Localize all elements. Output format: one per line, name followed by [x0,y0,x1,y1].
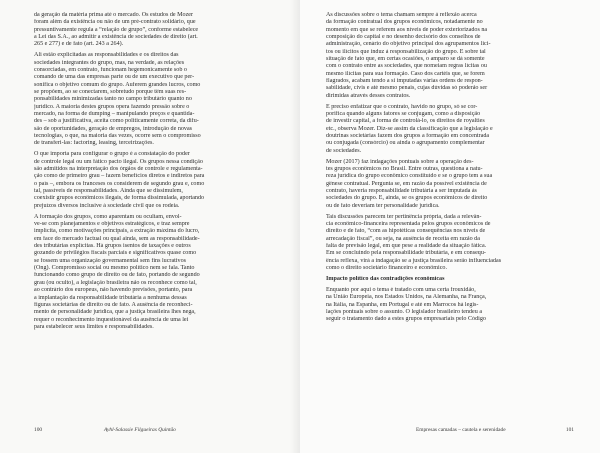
text-line: figuras societárias de direito ou de fato. A ausência de reconheci- [34,301,193,308]
text-line: É preciso enfatizar que o contrato, havido no grupo, só se cor- [326,103,478,110]
text-line: ao contrário dos europeus, não havendo previsões, portanto, para [34,287,193,294]
text-line: ência reflexa, virá a indagação se a justiça brasileira serão influenciadas [326,257,502,264]
text-line: O que importa para configurar o grupo é a constatação do poder [34,151,190,158]
text-line: sociedades do grupo. E, ainda, se os grupos econômicos de direito [326,195,488,202]
text-line: ve-se com planejamentos e objetivos estratégicos, e traz sempre [34,221,190,228]
text-line: dirimidas através desses contratos. [326,92,411,99]
text-line: lações pontuais sobre o assunto. O legislador brasileiro tendeu a [326,309,483,316]
text-line: doutrinas societárias fazem dos grupos a formação em concentrada [326,133,490,140]
text-line: requer o reconhecimento inquestionável da ausência de uma lei [34,316,189,323]
right-page-number: 101 [565,427,574,433]
text-line: implícita, como motivações principais, a extração máxima do lucro, [34,228,200,235]
text-line: como o direito societário financeiro e econômico. [326,265,447,272]
text-line: Mozer (2017) faz indagações pontuais sobre a operação des- [326,158,474,165]
text-line: se fossem uma organização governamental sem fins lucrativos [34,257,187,264]
text-line: consorciadas, em contrato, funcionam hegemonicamente sob o [34,67,187,73]
right-page-body-text [326,12,574,324]
text-line: prejuízos diversos inclusive à sociedade civil que os rodeia. [34,202,180,209]
text-line: comando de uma das empresas parte ou de um executivo que per- [34,74,195,81]
text-line: da geração da matéria prima até o mercado. Os estudos de Mozer [34,12,194,18]
text-line: (Ong). Compromisso social ou mesmo político nem se fala. Tanto [34,265,195,272]
section-heading: Impacto político das contradições econômicas [326,276,445,283]
text-line: são admitidos na interpretação dos órgãos de controle e regulamenta- [34,166,203,173]
text-line: ou de fato deveriam ter personalidade jurídica. [326,202,440,209]
text-line: reza jurídica do grupo econômico constituído e se o grupo tem a sua [326,173,493,180]
text-line: sabilidade, civis e até mesmo penais, cujas dúvidas só poderão ser [326,85,488,92]
text-line: flagrados, acabam tendo a si imputadas várias ordens de respon- [326,78,483,85]
text-line: de sociedades. [326,147,362,154]
text-line: 265 e 277) e de fato (art. 243 a 264). [34,41,124,48]
text-line: em face do mercado factual ou qual ainda, sem as responsabilidade- [34,235,200,242]
right-page [300,0,600,453]
text-line: momento em que se referem aos níveis de poder exteriorizados na [326,26,488,33]
text-line: Enquanto por aqui o tema é tratado com uma certa frouxidão, [326,287,476,293]
text-line: tos ou ilícitos que induz à responsabilização do grupo. É sobre tal [326,48,486,55]
text-line: com o contrato entre as sociedades, que nomeiam regras lícitas ou [326,63,487,70]
text-line: coexistir grupos econômicos ilegais, de forma dissimulada, aportando [34,195,205,202]
text-line: jurídico. A maioria destes grupos opera fazendo pressão sobre o [34,103,190,110]
text-line: se propõem, ao se conectarem, sobretudo porque têm suas res- [34,89,187,96]
text-line: tes grupos econômicos no Brasil. Entre outras, questiona a natu- [326,166,483,173]
text-line: Tais discussões parecem ter pertinência própria, dada a relevân- [326,213,482,220]
text-line: des – sob a justificativa, aceita como politicamente correta, da difu- [34,118,199,125]
text-line: direito e de fato, “com as hipotéticas consequências nos níveis de [326,228,486,235]
text-line: composição do capital e no desenho decisório dos conselhos de [326,34,481,41]
text-line: situação de fato que, em certas ocasiões, o amparo se dá somente [326,56,485,63]
text-line: cia econômico-financeira representada pelos grupos econômicos de [326,221,491,228]
text-line: ou conjugada (consórcio) ou ainda o agrupamento complementar [326,140,485,147]
text-line: As discussões sobre o tema chamam sempre à reflexão acerca [326,12,477,18]
text-line: na União Europeia, nos Estados Unidos, na Alemanha, na França, [326,294,487,301]
text-line: gênese contratual. Pergunta se, em razão da possível existência de [326,180,487,187]
text-line: da formação contratual dos grupos econômicos, notadamente no [326,19,483,26]
text-line: são de oportunidades, geração de empregos, introdução de novas [34,125,193,132]
text-line: arrecadação fiscal”, ou seja, na ausência de receita em razão da [326,235,480,242]
text-line: de investir capital, a forma de controlá-lo, os direitos de royalties [326,118,485,125]
text-line: mercado, na forma de dumping – manipulando preços e quantida- [34,111,195,118]
text-line: Em se concluindo pela responsabilidade tributária, e em consequ- [326,250,486,257]
text-line: mento de personalidade jurídica, que a justiça brasileira lhes nega, [34,309,196,316]
text-line: para estabelecer seus limites e responsabilidades. [34,323,154,330]
text-line: sociedades integrantes do grupo, mas, na verdade, as relações [34,59,185,66]
text-line: pressuntivamente regula a “relação de grupo”, conforme estabelece [34,26,199,33]
text-line: etc., observa Mozer. Diz-se assim da classificação que a legislação e [326,125,493,132]
text-line: A formação dos grupos, como aparentam ou ocultam, envol- [34,213,182,220]
text-line: ção como de primeiro grau – fazem benefícios diretos e indiretos para [34,173,205,180]
text-line: na Itália, na Espanha, em Portugal e até em Marrocos há legis- [326,301,479,308]
text-line: gozando de privilégios fiscais parciais e significativos quase como [34,250,197,257]
text-line: a implantação da responsabilidade tributária a nenhuma dessas [34,294,187,301]
text-line: funcionando como grupo de direito ou de fato, portando de segundo [34,272,200,279]
text-line: des tributárias explícitas. Há grupos isentos de taxações e outros [34,243,191,250]
left-running-footer: Ayhl-Salassie Filgueiras Quintão [104,427,176,433]
text-line: ponsabilidades minimizadas tanto no campo tributário quanto no [34,96,192,103]
left-page-number: 100 [34,427,43,433]
text-line: porifica quando alguns fatores se conjugam, como a disposição [326,111,481,118]
text-line: sonifica o objetivo comum do grupo. Au​ferem grandes lucros, como [34,81,201,88]
text-line: tal, passíveis de responsabilidades. Ainda que se dissimulem, [34,188,183,195]
text-line: Ali estão explicitadas as responsabilidades e os direitos das [34,52,179,59]
text-line: de controle legal ou um fático pacto ilegal. Os grupos nessa condição [34,158,203,165]
text-line: grau (ou oculto), a legislação brasileira não os reconhece como tal, [34,279,197,286]
text-line: mesmo ilícitas para sua formação. Caso dos cartéis que, se forem [326,70,485,77]
text-line: falta de previsão legal, em que pese a realidade da situação fática. [326,243,487,250]
text-line: seguir o tratamento dado a estes grupos empresariais pelo Código [326,316,486,323]
text-line: administração, cenário do objetivo principal dos agrupamentos lici- [326,41,491,48]
text-line: contrato, haveria responsabilidade tributária a ser imputada às [326,188,477,195]
text-line: a Lei das S.A., ao admitir a existência de sociedades de direito (art. [34,34,198,41]
text-line: o país –, embora os franceses os considerem de segundo grau e, como [34,180,205,187]
right-running-footer: Empresas camadas – cautela e serenidade [416,427,506,433]
left-page-body-text [34,12,282,331]
text-line: de transferi-las: factoring, leasing, terceirizações. [34,140,154,147]
text-line: foram além da existência ou não de um pré-contrato solidário, que [34,19,196,26]
text-line: tecnologias, o que, na maioria das vezes, ocorre sem o compromisso [34,133,201,140]
